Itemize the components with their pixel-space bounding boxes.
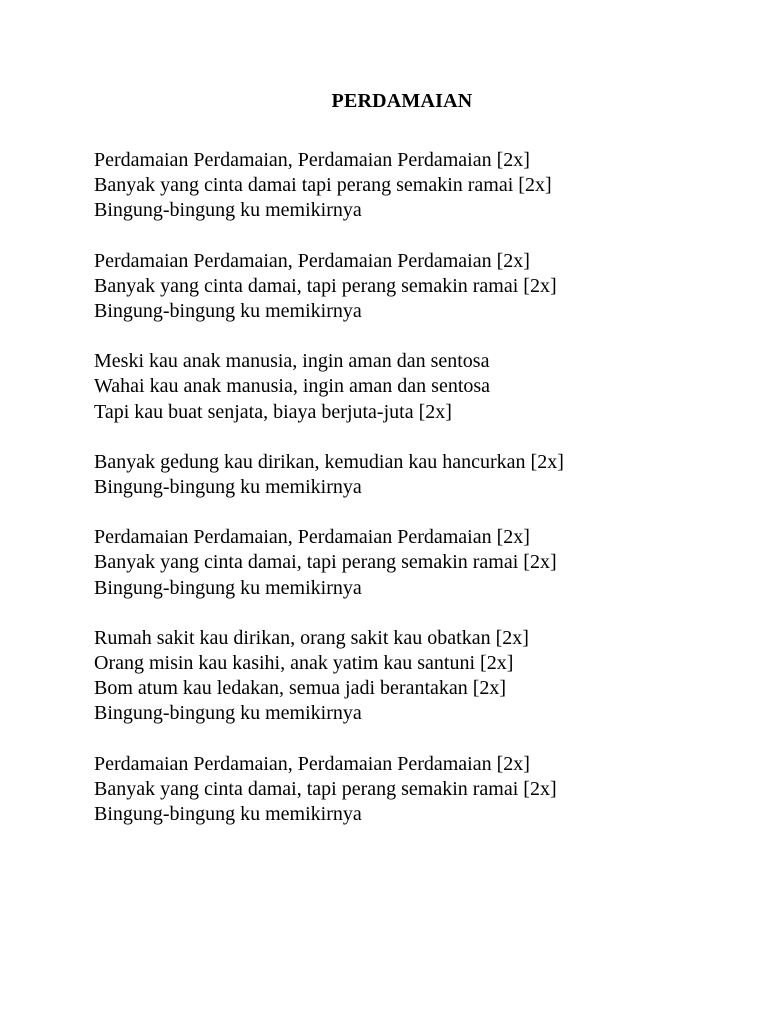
lyric-line: Tapi kau buat senjata, biaya berjuta-juta [2x]	[94, 400, 452, 423]
lyric-line: Perdamaian Perdamaian, Perdamaian Perdamaian [2x]	[94, 249, 530, 272]
lyric-line: Meski kau anak manusia, ingin aman dan sentosa	[94, 350, 490, 373]
lyric-line: Bingung-bingung ku memikirnya	[94, 702, 362, 725]
lyric-line: Banyak yang cinta damai, tapi perang semakin ramai [2x]	[94, 777, 557, 800]
lyric-line: Perdamaian Perdamaian, Perdamaian Perdamaian [2x]	[94, 752, 530, 775]
lyric-line: Bingung-bingung ku memikirnya	[94, 803, 362, 826]
stanza-4	[94, 450, 734, 500]
lyric-line: Bingung-bingung ku memikirnya	[94, 576, 362, 599]
lyric-line: Bom atum kau ledakan, semua jadi berantakan [2x]	[94, 677, 507, 700]
stanza-2	[94, 249, 734, 325]
lyric-line: Bingung-bingung ku memikirnya	[94, 476, 362, 499]
lyric-line: Banyak yang cinta damai, tapi perang semakin ramai [2x]	[94, 551, 557, 574]
lyric-line: Orang misin kau kasihi, anak yatim kau santuni [2x]	[94, 652, 514, 675]
stanza-1	[94, 148, 734, 224]
lyrics-body	[94, 148, 734, 852]
stanza-6	[94, 626, 734, 727]
lyric-line: Banyak yang cinta damai, tapi perang semakin ramai [2x]	[94, 274, 557, 297]
lyric-line: Perdamaian Perdamaian, Perdamaian Perdamaian [2x]	[94, 526, 530, 549]
lyric-line: Wahai kau anak manusia, ingin aman dan sentosa	[94, 375, 491, 398]
lyric-line: Bingung-bingung ku memikirnya	[94, 300, 362, 323]
lyric-line: Perdamaian Perdamaian, Perdamaian Perdamaian [2x]	[94, 149, 530, 171]
page-title: PERDAMAIAN	[331, 90, 473, 112]
lyric-line: Bingung-bingung ku memikirnya	[94, 199, 362, 222]
stanza-5	[94, 525, 734, 601]
lyric-line: Rumah sakit kau dirikan, orang sakit kau obatkan [2x]	[94, 626, 529, 649]
lyric-line: Banyak gedung kau dirikan, kemudian kau hancurkan [2x]	[94, 450, 564, 473]
lyric-line: Banyak yang cinta damai tapi perang semakin ramai [2x]	[94, 174, 552, 197]
stanza-7	[94, 752, 734, 828]
stanza-3	[94, 349, 734, 425]
